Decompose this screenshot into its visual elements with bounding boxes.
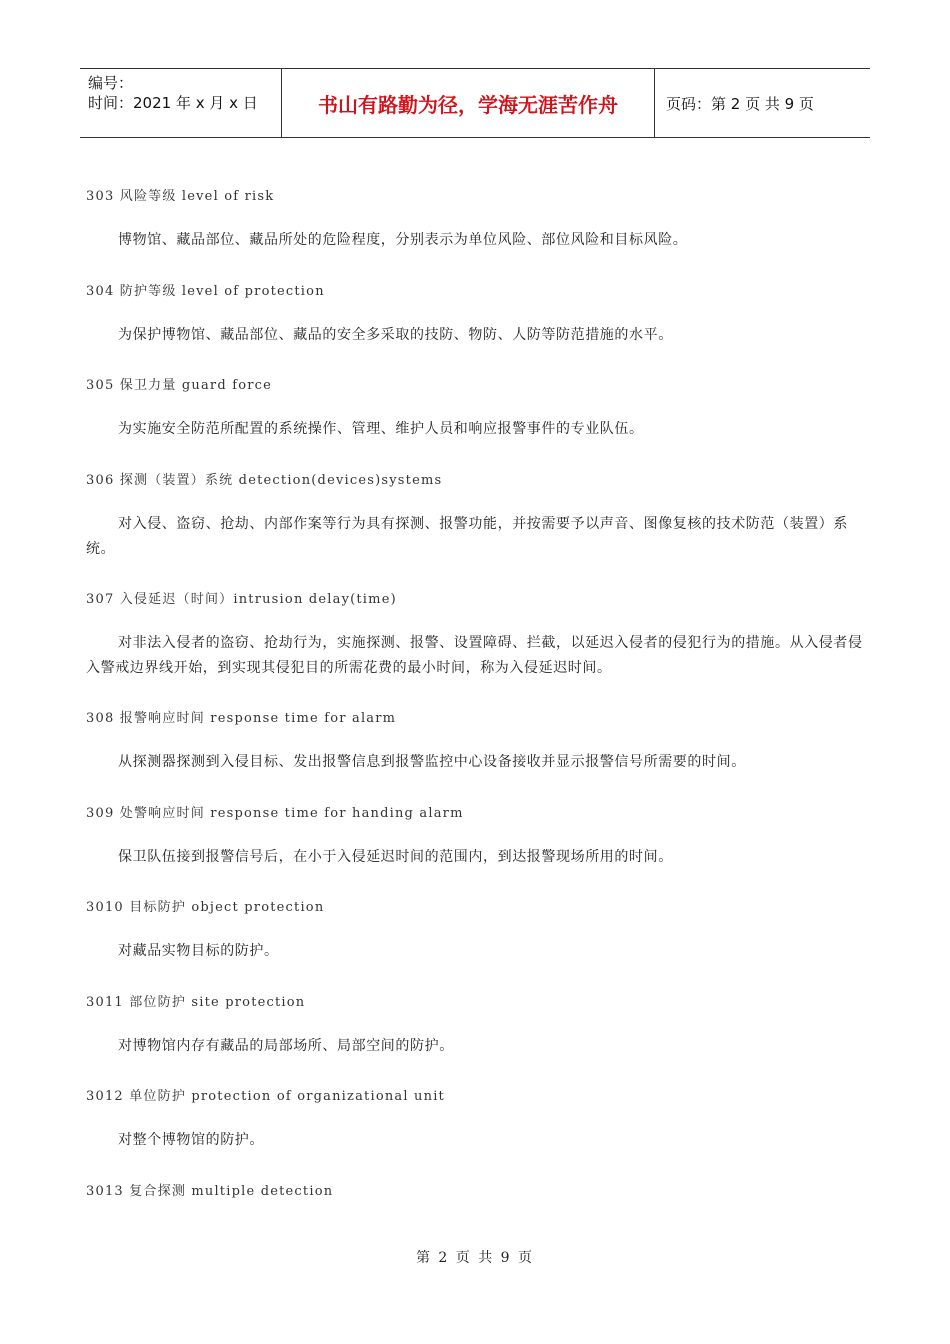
term-description: 对入侵、盗窃、抢劫、内部作案等行为具有探测、报警功能，并按需要予以声音、图像复核的技术防范（装置）系统。: [86, 516, 848, 557]
term-heading: 3012 单位防护 protection of organizational unit: [86, 1089, 445, 1104]
term-heading: 3011 部位防护 site protection: [86, 995, 306, 1010]
document-time-label: 时间：2021 年 x 月 x 日: [88, 94, 258, 112]
term-heading: 306 探测（装置）系统 detection(devices)systems: [86, 473, 443, 488]
header-page-number: [666, 69, 870, 137]
page-footer: 第 2 页 共 9 页: [415, 1250, 535, 1266]
header-motto: 书山有路勤为径，学海无涯苦作舟: [281, 69, 655, 137]
document-number-label: 编号：: [88, 74, 134, 92]
term-description: 对非法入侵者的盗窃、抢劫行为，实施探测、报警、设置障碍、拦截，以延迟入侵者的侵犯行为的措施。从入侵者侵入警戒边界线开始，到实现其侵犯目的所需花费的最小时间，称为入侵延迟时间。: [86, 635, 863, 676]
term-heading: 307 入侵延迟（时间）intrusion delay(time): [86, 592, 397, 607]
term-description: 对藏品实物目标的防护。: [118, 943, 279, 959]
term-description: 博物馆、藏品部位、藏品所处的危险程度，分别表示为单位风险、部位风险和目标风险。: [118, 232, 688, 248]
term-description: 从探测器探测到入侵目标、发出报警信息到报警监控中心设备接收并显示报警信号所需要的时间。: [118, 754, 746, 770]
term-heading: 308 报警响应时间 response time for alarm: [86, 711, 397, 726]
term-description: 对整个博物馆的防护。: [118, 1132, 264, 1148]
term-heading: 303 风险等级 level of risk: [86, 189, 275, 204]
page-header: [80, 68, 870, 138]
header-page-label: 页码：第 2 页 共 9 页: [666, 94, 814, 113]
term-heading: 3010 目标防护 object protection: [86, 900, 325, 915]
term-description: 为实施安全防范所配置的系统操作、管理、维护人员和响应报警事件的专业队伍。: [118, 421, 644, 437]
term-heading: 304 防护等级 level of protection: [86, 284, 325, 299]
term-heading: 309 处警响应时间 response time for handing alarm: [86, 806, 464, 821]
header-meta: [80, 69, 280, 141]
term-heading: 305 保卫力量 guard force: [86, 378, 273, 393]
term-heading: 3013 复合探测 multiple detection: [86, 1184, 334, 1199]
term-description: 为保护博物馆、藏品部位、藏品的安全多采取的技防、物防、人防等防范措施的水平。: [118, 327, 673, 343]
term-description: 对博物馆内存有藏品的局部场所、局部空间的防护。: [118, 1038, 454, 1054]
term-description: 保卫队伍接到报警信号后，在小于入侵延迟时间的范围内，到达报警现场所用的时间。: [118, 849, 673, 865]
